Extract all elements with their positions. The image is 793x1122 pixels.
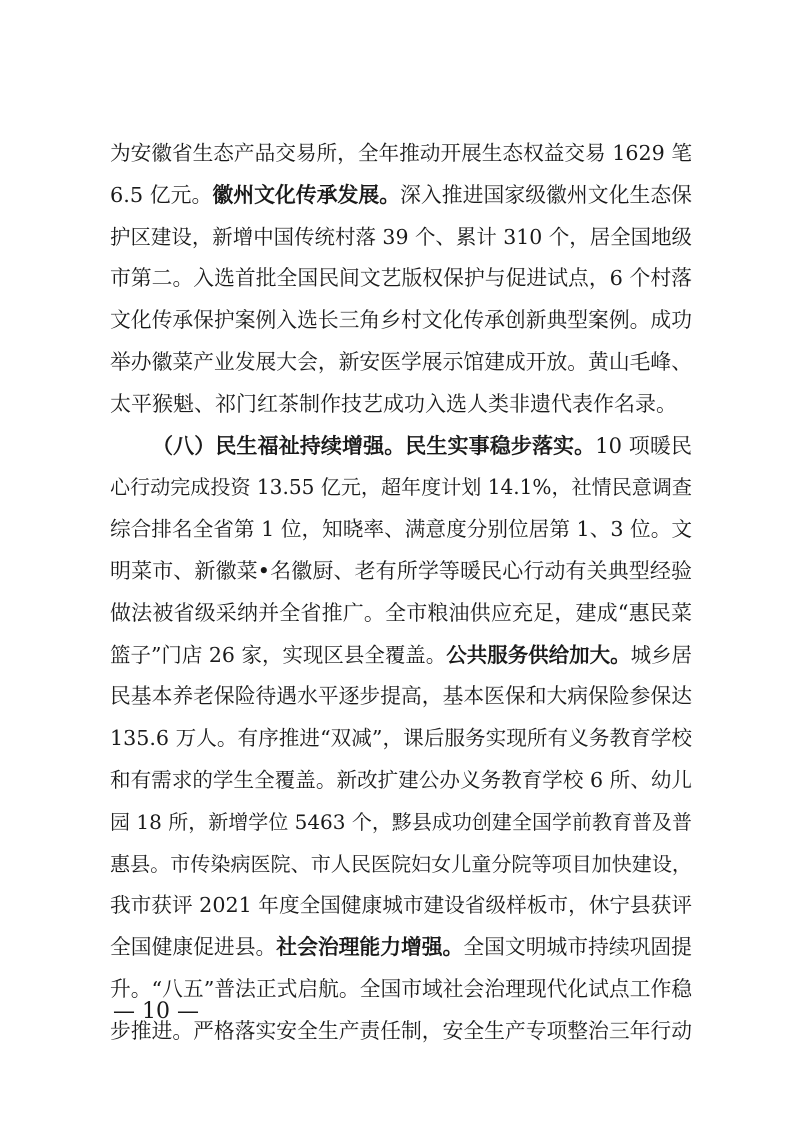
text-line bbox=[110, 802, 692, 844]
text-line bbox=[110, 760, 692, 802]
text-line bbox=[110, 300, 692, 342]
body-text-segment: 全国文明城市持续巩固提 bbox=[463, 935, 692, 960]
text-line bbox=[110, 551, 692, 593]
body-text-segment: 步推进。严格落实安全生产责任制，安全生产专项整治三年行动 bbox=[110, 1018, 692, 1043]
body-text-segment: 市第二。入选首批全国民间文艺版权保护与促进试点，6 个村落 bbox=[110, 266, 692, 291]
text-line bbox=[110, 676, 692, 718]
body-text-segment: 举办徽菜产业发展大会，新安医学展示馆建成开放。黄山毛峰、 bbox=[110, 349, 692, 374]
text-line bbox=[110, 258, 692, 300]
body-text-segment: 文化传承保护案例入选长三角乡村文化传承创新典型案例。成功 bbox=[110, 308, 692, 333]
text-line bbox=[110, 844, 692, 886]
body-text-segment: 太平猴魁、祁门红茶制作技艺成功入选人类非遗代表作名录。 bbox=[110, 391, 677, 416]
text-line bbox=[110, 718, 692, 760]
body-text-segment: 惠县。市传染病医院、市人民医院妇女儿童分院等项目加快建设， bbox=[110, 851, 692, 876]
text-line bbox=[110, 384, 692, 426]
bold-heading-text: 社会治理能力增强。 bbox=[276, 935, 464, 960]
bold-heading-text: 民生实事稳步落实。 bbox=[405, 433, 596, 458]
text-line bbox=[110, 927, 692, 969]
text-line bbox=[110, 133, 692, 175]
bold-heading-text: （八）民生福祉持续增强。 bbox=[152, 433, 406, 458]
body-text-segment: 6.5 亿元。 bbox=[110, 182, 213, 207]
body-text-segment: 我市获评 2021 年度全国健康城市建设省级样板市，休宁县获评 bbox=[110, 893, 692, 918]
body-text-segment: 135.6 万人。有序推进“双减”，课后服务实现所有义务教育学校 bbox=[110, 726, 692, 751]
text-line bbox=[110, 635, 692, 677]
text-line bbox=[110, 467, 692, 509]
body-text-segment: 明菜市、新徽菜•名徽厨、老有所学等暖民心行动有关典型经验 bbox=[110, 558, 692, 583]
body-text-segment: 升。“八五”普法正式启航。全国市域社会治理现代化试点工作稳 bbox=[110, 976, 692, 1001]
body-text-segment: 综合排名全省第 1 位，知晓率、满意度分别位居第 1、3 位。文 bbox=[110, 517, 692, 542]
body-text-segment: 护区建设，新增中国传统村落 39 个、累计 310 个，居全国地级 bbox=[110, 224, 692, 249]
bold-heading-text: 徽州文化传承发展。 bbox=[212, 182, 401, 207]
body-text-segment: 为安徽省生态产品交易所，全年推动开展生态权益交易 1629 笔 bbox=[110, 141, 692, 165]
body-text-segment: 心行动完成投资 13.55 亿元，超年度计划 14.1%，社情民意调查 bbox=[110, 475, 692, 500]
text-line bbox=[110, 885, 692, 927]
body-text bbox=[110, 133, 692, 1053]
text-line bbox=[110, 175, 692, 217]
text-line bbox=[110, 217, 692, 259]
body-text-segment: 10 项暖民 bbox=[595, 433, 692, 458]
body-text-segment: 民基本养老保险待遇水平逐步提高，基本医保和大病保险参保达 bbox=[110, 684, 692, 709]
body-text-segment: 做法被省级采纳并全省推广。全市粮油供应充足，建成“惠民菜 bbox=[110, 600, 692, 625]
text-line bbox=[110, 426, 692, 468]
text-line bbox=[110, 509, 692, 551]
body-text-segment: 全国健康促进县。 bbox=[110, 935, 277, 960]
text-line bbox=[110, 593, 692, 635]
page-number: — 10 — bbox=[113, 999, 199, 1024]
text-line bbox=[110, 342, 692, 384]
body-text-segment: 城乡居 bbox=[630, 642, 692, 667]
body-text-segment: 和有需求的学生全覆盖。新改扩建公办义务教育学校 6 所、幼儿 bbox=[110, 767, 692, 792]
body-text-segment: 园 18 所，新增学位 5463 个，黟县成功创建全国学前教育普及普 bbox=[110, 809, 692, 834]
body-text-segment: 篮子”门店 26 家，实现区县全覆盖。 bbox=[110, 642, 447, 667]
bold-heading-text: 公共服务供给加大。 bbox=[446, 642, 631, 667]
body-text-segment: 深入推进国家级徽州文化生态保 bbox=[400, 182, 692, 207]
